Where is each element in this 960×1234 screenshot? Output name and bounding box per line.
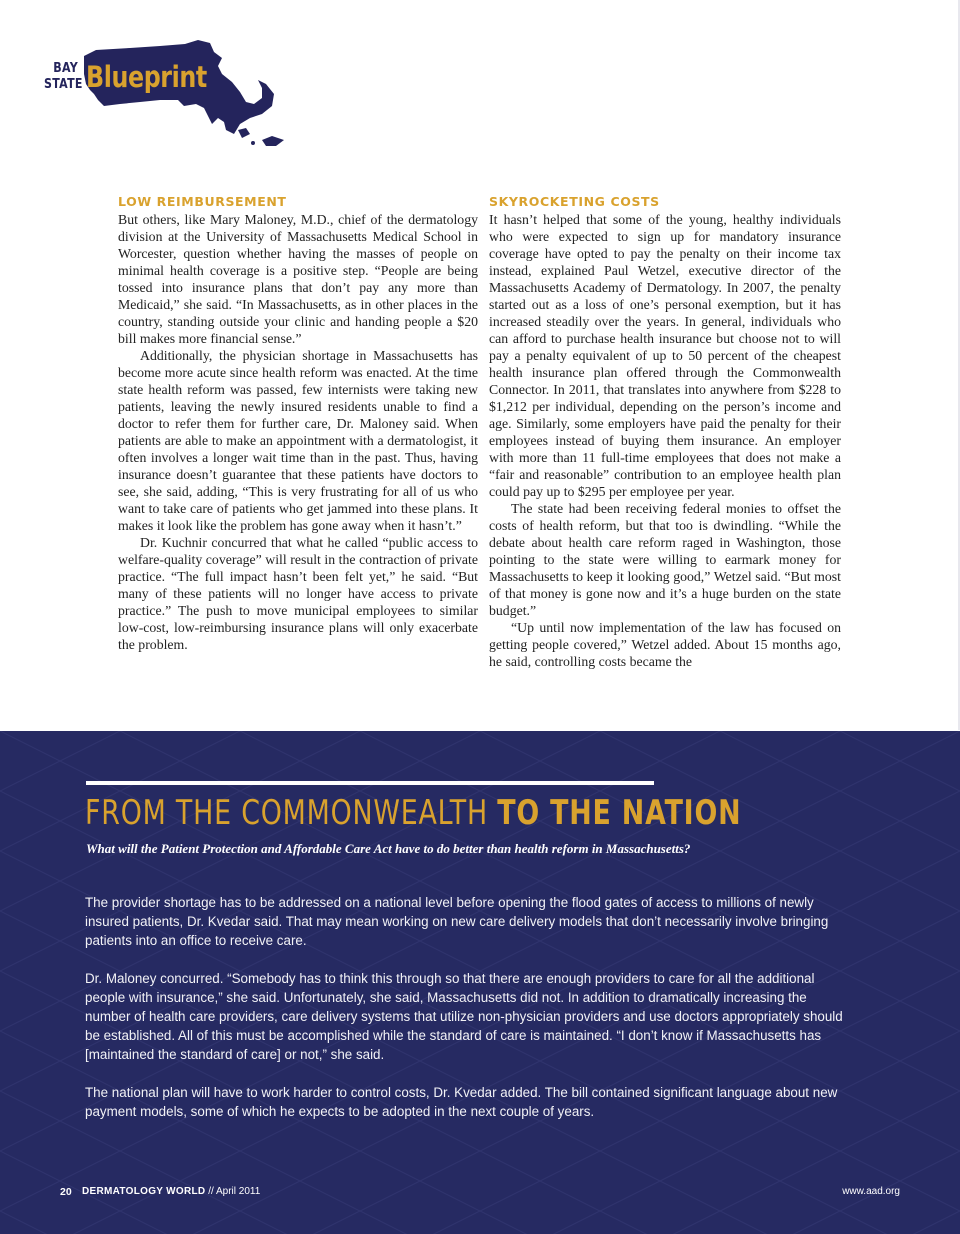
- right-column: [489, 195, 841, 670]
- paragraph: Additionally, the physician shortage in Massachusetts has become more acute since health reform was enacted. At the time state health reform was passed, few internists were taking new patients, leaving the newly insured residents unable to find a doctor to refer them for further care, Dr. Maloney said. When patients are able to make an appointment with a dermatologist, it often involves a longer wait time than in the past. Thus, having insurance doesn’t guarantee that these patients have doctors to see, she said, adding, “This is very frustrating for all of us who want to take care of patients who get jammed into these plans. It makes it look like the problem has gone away when it hasn’t.”: [118, 348, 478, 533]
- paragraph: Dr. Kuchnir concurred that what he called “public access to welfare-quality coverage” will result in the contraction of private practice. “The full impact hasn’t been felt yet,” he said. “But many of these patients will no longer have access to private practice.” The push to move municipal employees to similar low-cost, low-reimbursing insurance plans will only exacerbate the problem.: [118, 535, 478, 652]
- logo-state-text: STATE: [44, 77, 83, 92]
- bay-state-blueprint-logo: [0, 0, 300, 160]
- panel-dek: What will the Patient Protection and Affordable Care Act have to do better than health reform in Massachusetts?: [86, 841, 691, 856]
- logo-blueprint-text: Blueprint: [86, 60, 207, 94]
- paragraph: But others, like Mary Maloney, M.D., chief of the dermatology division at the University of Massachusetts Medical School in Worcester, question whether having the masses of people on minimal health coverage is a positive step. “People are being tossed into insurance plans that don’t pay any more than Medicaid,” she said. “In Massachusetts, as in other places in the country, standing outside your clinic and handing people a $20 bill makes more financial sense.”: [118, 212, 478, 346]
- panel-paragraph: The provider shortage has to be addressed on a national level before opening the flood gates of access to millions of newly insured patients, Dr. Kvedar said. That may mean working on new care delivery models that don’t necessarily involve bringing patients into an office to receive care.: [85, 895, 829, 948]
- left-column: [118, 195, 478, 653]
- page-footer: [0, 1186, 960, 1202]
- footer-url: www.aad.org: [842, 1186, 900, 1197]
- logo-bay-text: BAY: [53, 61, 78, 76]
- paragraph: The state had been receiving federal monies to offset the costs of health reform, but that too is dwindling. “While the debate about health care reform raged in Washington, those pointing to the state were willing to earmark money for Massachusetts to keep it looking good,” Wetzel said. “But most of that money is gone now and it’s a huge burden on the state budget.”: [489, 501, 841, 618]
- panel-title: [85, 793, 741, 833]
- panel-paragraph: The national plan will have to work harder to control costs, Dr. Kvedar added. The bill contained significant language about new payment models, some of which he expects to be adopted in the next couple of years.: [85, 1085, 838, 1119]
- panel-title-bold: TO THE NATION: [497, 793, 742, 833]
- paragraph: It hasn’t helped that some of the young, healthy individuals who were expected to sign up for mandatory insurance coverage have opted to pay the penalty on their income tax instead, explained Paul Wetzel, executive director of the Massachusetts Academy of Dermatology. In 2007, the penalty started out as a loss of one’s personal exemption, but it has increased steadily over the years. In general, individuals who can afford to purchase health insurance but choose not to will pay a penalty equivalent of up to 50 percent of the cheapest health insurance plan offered through the Commonwealth Connector. In 2011, that translates into anywhere from $228 to $1,212 per individual, depending on the person’s income and age. Similarly, some employers have paid the penalty for their employees instead of buying them insurance. An employer with more than 11 full-time employees that does not make a “fair and reasonable” contribution to an employee health plan could pay up to $295 per employee per year.: [489, 212, 841, 499]
- panel-title-light: FROM THE COMMONWEALTH: [85, 793, 488, 833]
- sidebar-panel: [0, 731, 960, 1234]
- issue-date: // April 2011: [205, 1186, 261, 1197]
- panel-paragraph: Dr. Maloney concurred. “Somebody has to think this through so that there are enough providers to care for all the additional people with insurance,” she said. Unfortunately, she said, Massachusetts did not. In addition to dramatically increasing the number of health care providers, care delivery systems that utilize non-physician providers and use doctors appropriately should be established. All of this must be accomplished while the standard of care is maintained. “I don’t know if Massachusetts has [maintained the standard of care] or not,” she said.: [85, 971, 843, 1062]
- panel-rule: [86, 781, 654, 785]
- paragraph: “Up until now implementation of the law has focused on getting people covered,” Wetzel added. About 15 months ago, he said, controlling costs became the: [489, 620, 841, 669]
- publication-info: [82, 1186, 260, 1197]
- page-number: 20: [60, 1186, 72, 1198]
- publication-name: DERMATOLOGY WORLD: [82, 1186, 206, 1197]
- panel-body: [85, 893, 850, 1140]
- subhead-low-reimbursement: LOW REIMBURSEMENT: [118, 194, 287, 209]
- subhead-skyrocketing-costs: SKYROCKETING COSTS: [489, 194, 660, 209]
